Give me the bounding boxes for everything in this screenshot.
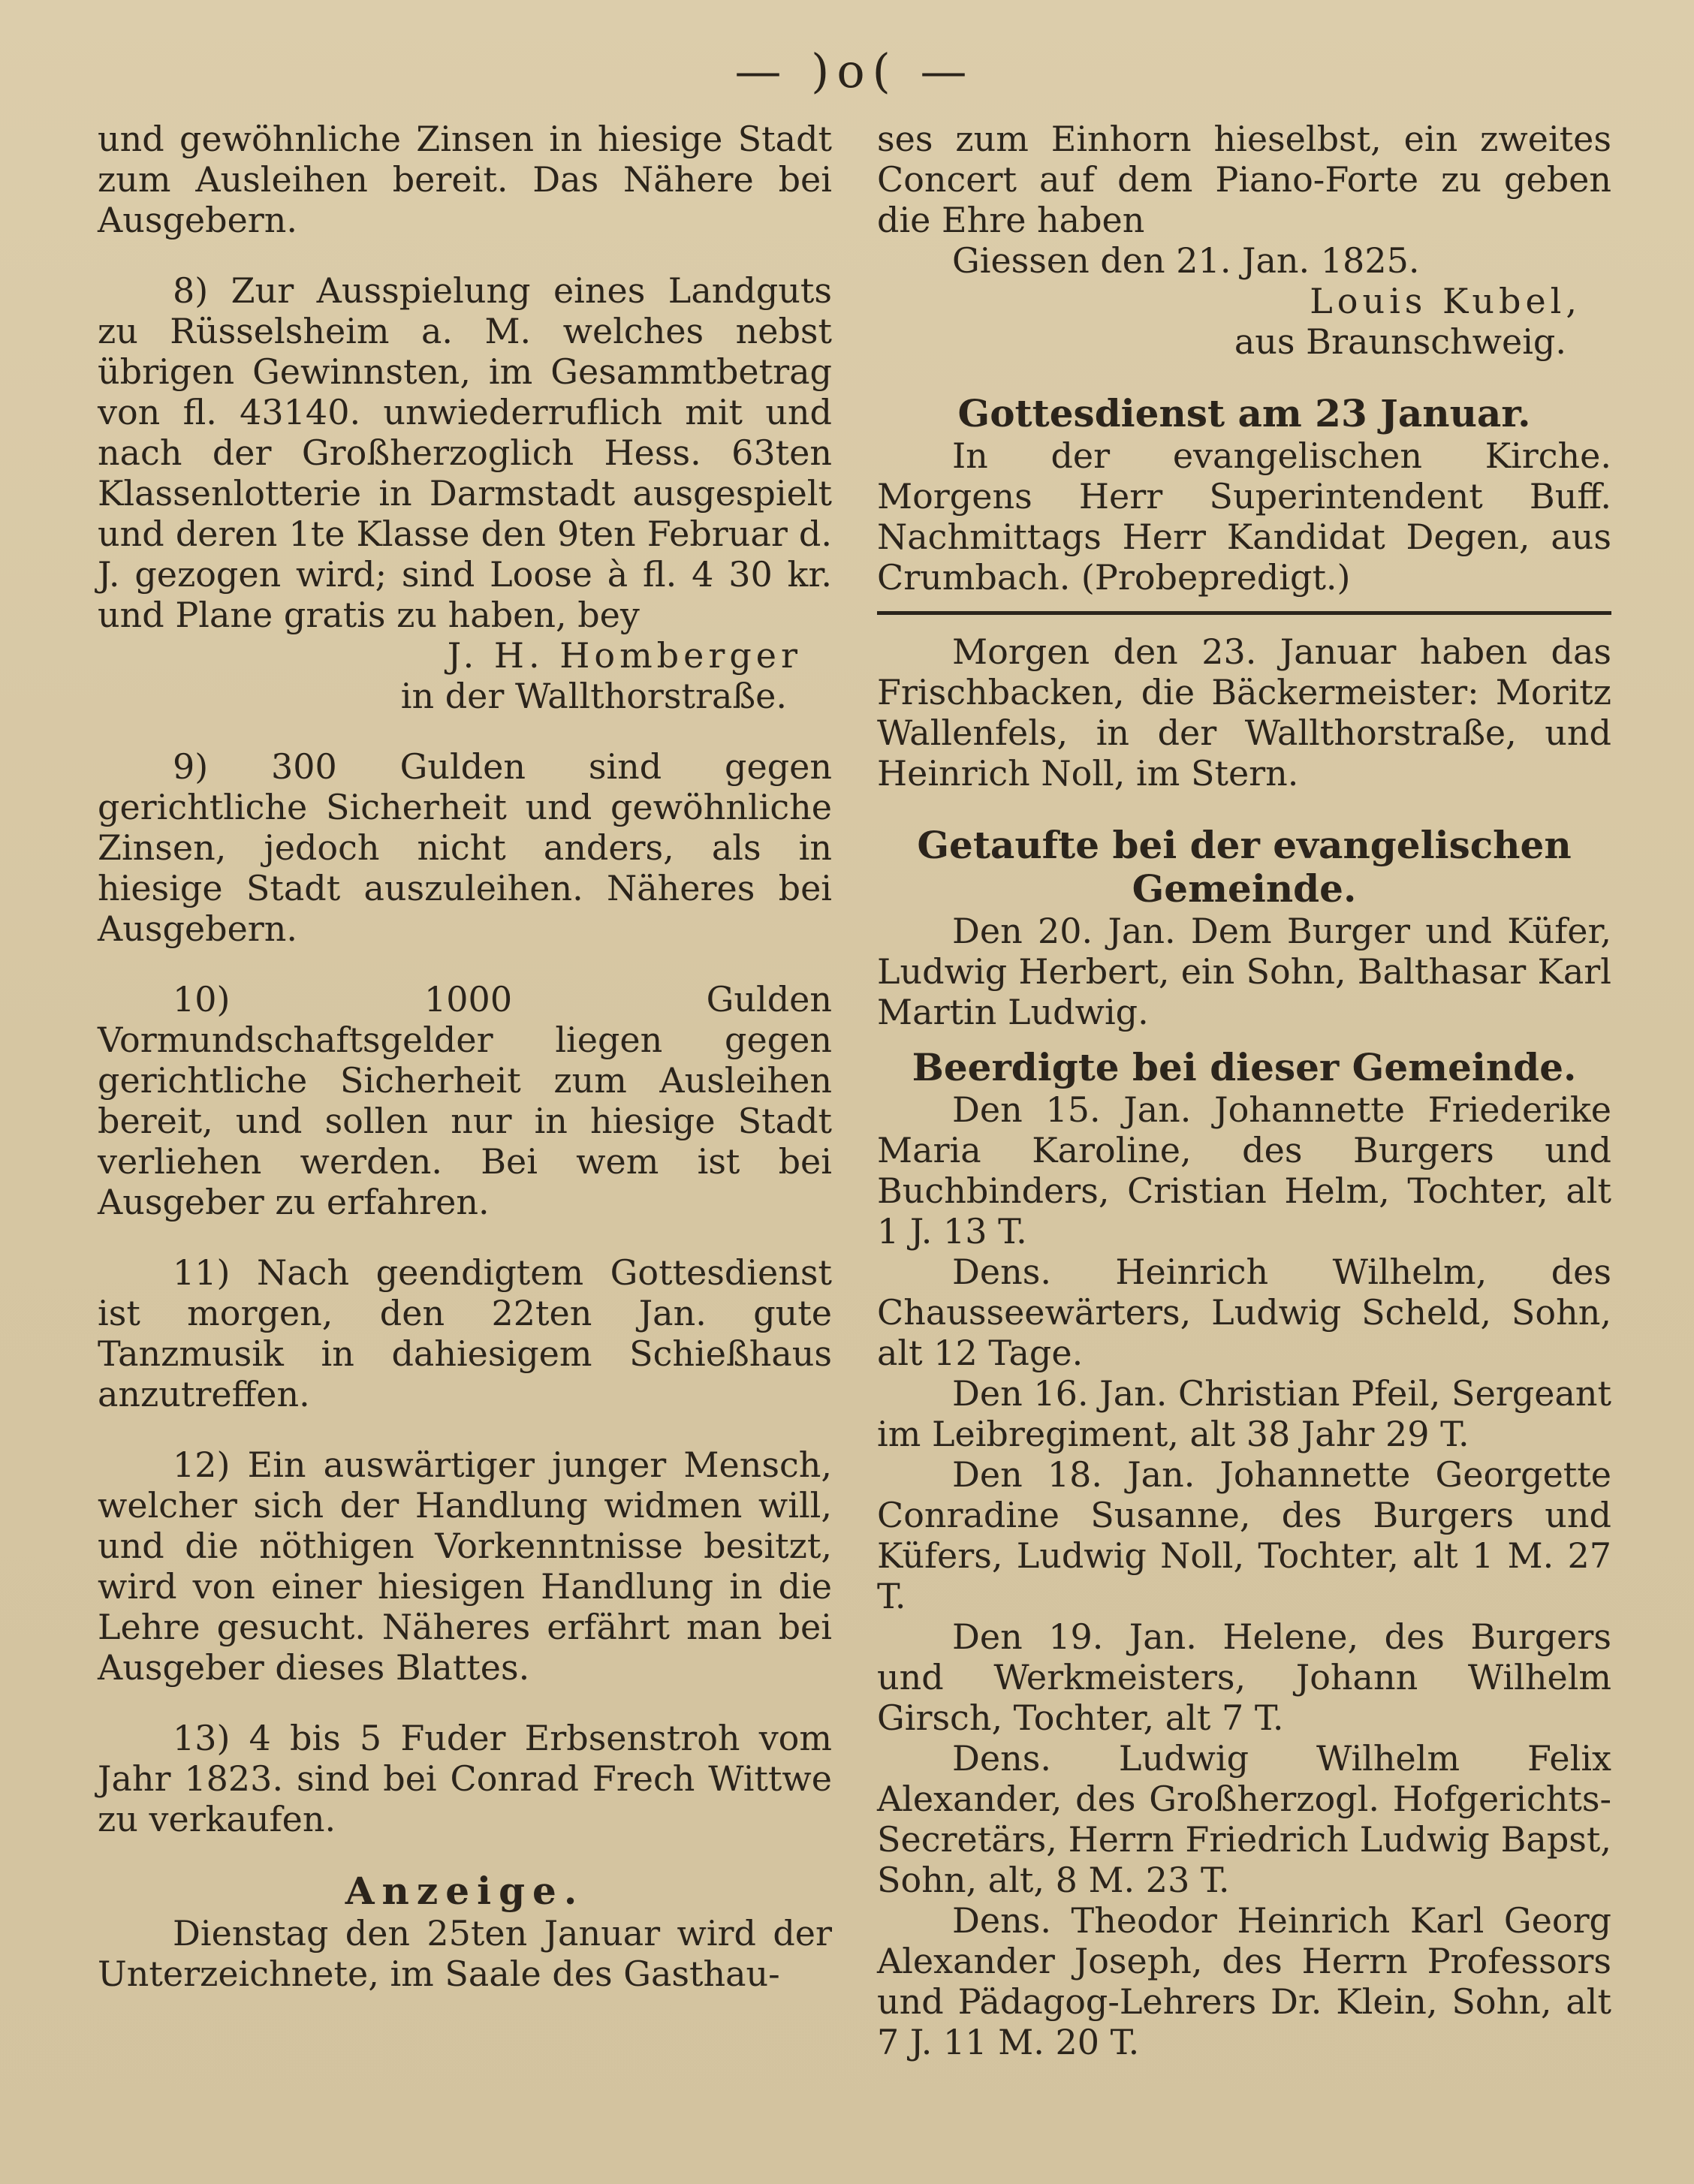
beerdigte-entry-3: Den 16. Jan. Christian Pfeil, Sergeant im Leibregiment, alt 38 Jahr 29 T. (877, 1373, 1611, 1454)
notice-8-signature-address: in der Wallthorstraße. (400, 676, 787, 716)
beerdigte-entry-1: Den 15. Jan. Johannette Friederike Maria Karoline, des Burgers und Buchbinders, Cristian Helm, Tochter, alt 1 J. 13 T. (877, 1089, 1611, 1252)
notice-12: 12) Ein auswärtiger junger Mensch, welcher sich der Handlung widmen will, und die nöthigen Vorkenntnisse besitzt, wird von einer hiesigen Handlung in die Lehre gesucht. Näheres erfährt man bei Ausgeber dieses Blattes. (98, 1444, 832, 1688)
anzeige-heading: Anzeige. (345, 1869, 585, 1913)
beerdigte-entry-7: Dens. Theodor Heinrich Karl Georg Alexander Joseph, des Herrn Professors und Pädagog-Lehrers Dr. Klein, Sohn, alt 7 J. 11 M. 20 T. (877, 1900, 1611, 2062)
getaufte-heading: Getaufte bei der evangelischen Gemeinde. (917, 823, 1572, 911)
notice-11: 11) Nach geendigtem Gottesdienst ist morgen, den 22ten Jan. gute Tanzmusik in dahiesigem Schießhaus anzutreffen. (98, 1252, 832, 1414)
notice-9: 9) 300 Gulden sind gegen gerichtliche Sicherheit und gewöhnliche Zinsen, jedoch nicht anders, als in hiesige Stadt auszuleihen. Näheres bei Ausgebern. (98, 746, 832, 949)
page-number: — )o( — (734, 44, 975, 98)
baecker-notice: Morgen den 23. Januar haben das Frischbacken, die Bäckermeister: Moritz Wallenfels, in der Wallthorstraße, und Heinrich Noll, im Stern. (877, 631, 1611, 794)
notice-8: 8) Zur Ausspielung eines Landguts zu Rüsselsheim a. M. welches nebst übrigen Gewinnsten, im Gesammtbetrag von fl. 43140. unwiederruflich mit und nach der Großherzoglich Hess. 63ten Klassenlotterie in Darmstadt ausgespielt und deren 1te Klasse den 9ten Februar d. J. gezogen wird; sind Loose à fl. 4 30 kr. und Plane gratis zu haben, bey (98, 270, 832, 635)
continued-notice: und gewöhnliche Zinsen in hiesige Stadt zum Ausleihen bereit. Das Nähere bei Ausgebern. (98, 119, 832, 240)
beerdigte-entry-5: Den 19. Jan. Helene, des Burgers und Werkmeisters, Johann Wilhelm Girsch, Tochter, alt 7 T. (877, 1616, 1611, 1738)
getaufte-entry: Den 20. Jan. Dem Burger und Küfer, Ludwig Herbert, ein Sohn, Balthasar Karl Martin Ludwig. (877, 911, 1611, 1032)
beerdigte-entry-6: Dens. Ludwig Wilhelm Felix Alexander, des Großherzogl. Hofgerichts-Secretärs, Herrn Friedrich Ludwig Bapst, Sohn, alt, 8 M. 23 T. (877, 1738, 1611, 1900)
section-divider (877, 611, 1611, 615)
beerdigte-heading: Beerdigte bei dieser Gemeinde. (912, 1045, 1577, 1089)
two-column-body (98, 119, 1611, 2062)
left-column (98, 119, 832, 2062)
anzeige-place-date: Giessen den 21. Jan. 1825. (952, 240, 1420, 281)
right-column (877, 119, 1611, 2062)
gottesdienst-heading: Gottesdienst am 23 Januar. (957, 391, 1531, 435)
gottesdienst-text: In der evangelischen Kirche. Morgens Herr Superintendent Buff. Nachmittags Herr Kandidat Degen, aus Crumbach. (Probepredigt.) (877, 435, 1611, 598)
anzeige-text-continued: ses zum Einhorn hieselbst, ein zweites Concert auf dem Piano-Forte zu geben die Ehre haben (877, 119, 1611, 240)
notice-8-signature: J. H. Homberger (447, 635, 802, 676)
anzeige-signature: Louis Kubel, (1310, 281, 1581, 321)
beerdigte-entry-4: Den 18. Jan. Johannette Georgette Conradine Susanne, des Burgers und Küfers, Ludwig Noll, Tochter, alt 1 M. 27 T. (877, 1454, 1611, 1616)
anzeige-signature-origin: aus Braunschweig. (1234, 321, 1566, 362)
beerdigte-entry-2: Dens. Heinrich Wilhelm, des Chausseewärters, Ludwig Scheld, Sohn, alt 12 Tage. (877, 1252, 1611, 1373)
anzeige-text: Dienstag den 25ten Januar wird der Unterzeichnete, im Saale des Gasthau- (98, 1913, 832, 1994)
notice-10: 10) 1000 Gulden Vormundschaftsgelder liegen gegen gerichtliche Sicherheit zum Ausleihen bereit, und sollen nur in hiesige Stadt verliehen werden. Bei wem ist bei Ausgeber zu erfahren. (98, 979, 832, 1222)
notice-13: 13) 4 bis 5 Fuder Erbsenstroh vom Jahr 1823. sind bei Conrad Frech Wittwe zu verkaufen. (98, 1718, 832, 1839)
